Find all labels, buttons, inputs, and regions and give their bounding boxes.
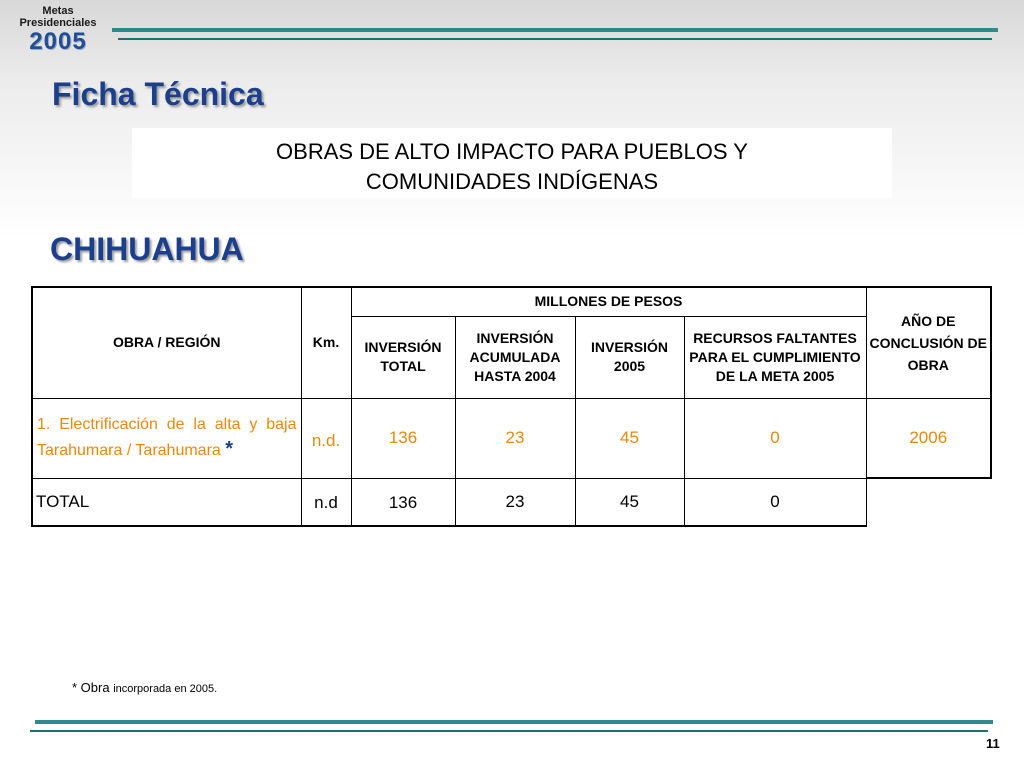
header-inversion-total: INVERSIÓN TOTAL <box>351 316 455 398</box>
total-row <box>32 478 991 526</box>
inversion-2005-cell: 45 <box>575 398 684 478</box>
footer-rule-thick <box>35 720 993 724</box>
anio-conclusion-cell: 2006 <box>866 398 991 478</box>
total-km: n.d <box>301 478 351 526</box>
header-row-1 <box>32 287 991 316</box>
footer-rule-thin <box>30 730 988 732</box>
metas-presidenciales-logo <box>8 5 108 65</box>
logo-line2: Presidenciales <box>19 17 97 29</box>
obra-cell <box>32 398 301 478</box>
total-empty-cell <box>866 478 991 526</box>
footnote-star: * Obra <box>72 680 110 695</box>
logo-line1: Metas <box>42 5 74 17</box>
header-inversion-acumulada: INVERSIÓN ACUMULADA HASTA 2004 <box>455 316 575 398</box>
page-title: Ficha Técnica <box>52 76 264 112</box>
header-recursos-faltantes: RECURSOS FALTANTES PARA EL CUMPLIMIENTO DE LA META 2005 <box>684 316 866 398</box>
incorporation-marker: * <box>225 438 234 460</box>
total-label: TOTAL <box>32 478 301 526</box>
inversion-total-cell: 136 <box>351 398 455 478</box>
header-inversion-2005: INVERSIÓN 2005 <box>575 316 684 398</box>
subtitle <box>132 137 892 197</box>
km-cell: n.d. <box>301 398 351 478</box>
header-millones: MILLONES DE PESOS <box>351 287 866 316</box>
footnote <box>72 680 217 695</box>
total-inversion-2005: 45 <box>575 478 684 526</box>
obra-name: 1. Electrificación de la alta y baja Tarahumara / Tarahumara <box>37 416 297 459</box>
page-number: 11 <box>986 736 1000 751</box>
inversion-acumulada-cell: 23 <box>455 398 575 478</box>
table-row <box>32 398 991 478</box>
total-inversion-total: 136 <box>351 478 455 526</box>
total-recursos-faltantes: 0 <box>684 478 866 526</box>
header-km: Km. <box>301 287 351 398</box>
header-obra: OBRA / REGIÓN <box>32 287 301 398</box>
technical-table <box>31 286 992 527</box>
header-anio-conclusion: AÑO DE CONCLUSIÓN DE OBRA <box>866 287 991 398</box>
subtitle-line1: OBRAS DE ALTO IMPACTO PARA PUEBLOS Y <box>276 139 748 164</box>
footnote-text: incorporada en 2005. <box>113 683 218 695</box>
logo-year: 2005 <box>29 28 87 55</box>
recursos-faltantes-cell: 0 <box>684 398 866 478</box>
subtitle-line2: COMUNIDADES INDÍGENAS <box>365 169 659 194</box>
header-rule-thin <box>118 38 992 40</box>
header-rule-thick <box>112 28 998 32</box>
state-heading: CHIHUAHUA <box>50 231 244 267</box>
header-background <box>0 0 1024 240</box>
total-inversion-acumulada: 23 <box>455 478 575 526</box>
